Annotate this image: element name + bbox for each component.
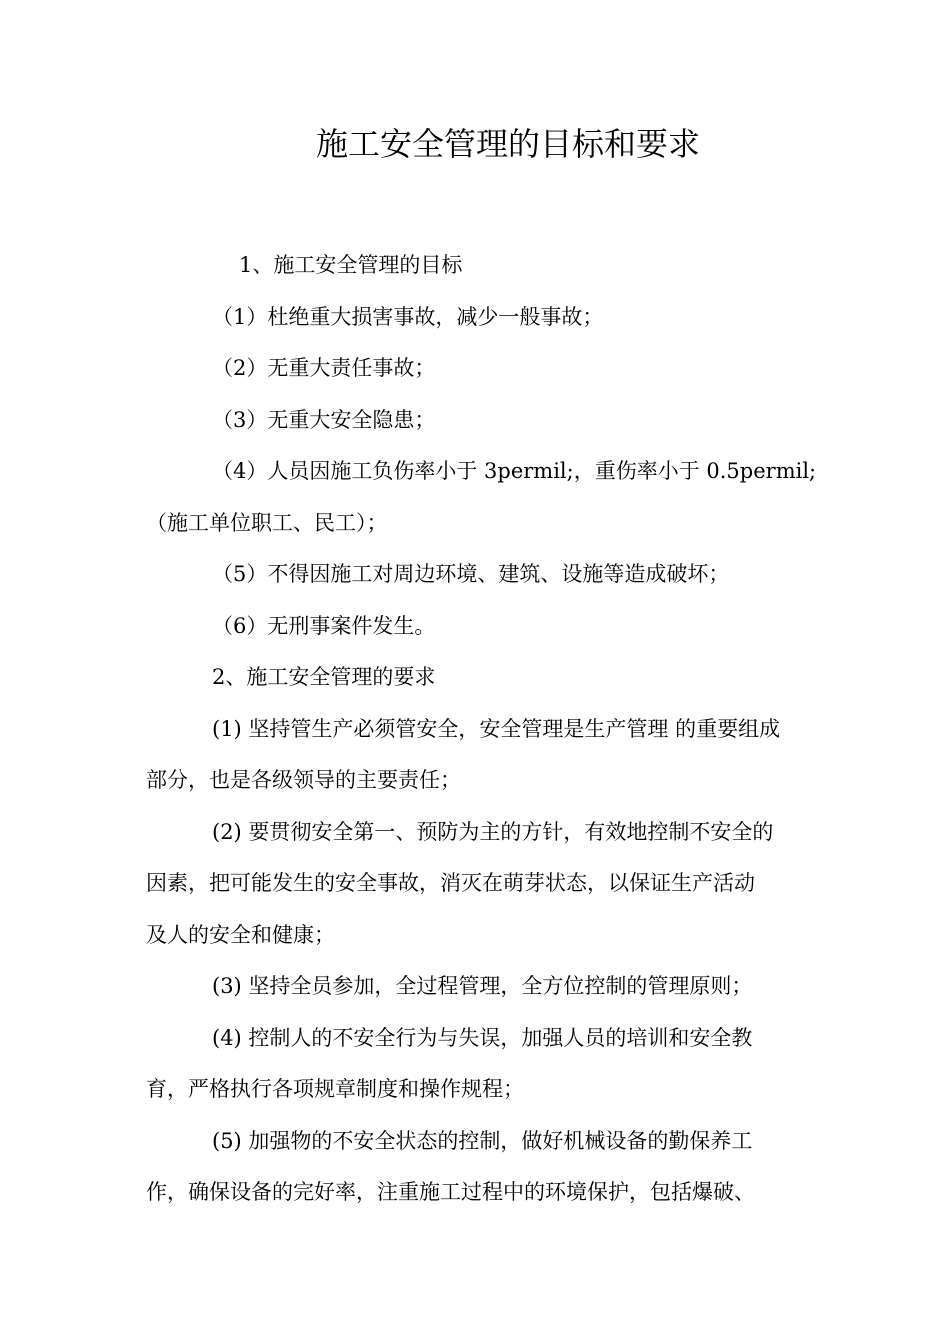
requirement-2: (2) 要贯彻安全第一、预防为主的方针，有效地控制不安全的 — [212, 819, 774, 844]
goal-item-6: （6）无刑事案件发生。 — [212, 613, 436, 638]
goal-item-4: （4）人员因施工负伤率小于 3permil;，重伤率小于 0.5permil; — [212, 459, 817, 483]
requirement-5: (5) 加强物的不安全状态的控制，做好机械设备的勤保养工 — [212, 1128, 753, 1153]
requirement-1-continuation: 部分，也是各级领导的主要责任； — [146, 768, 461, 792]
requirement-1: (1) 坚持管生产必须管安全，安全管理是生产管理 的重要组成 — [212, 716, 781, 741]
requirement-4: (4) 控制人的不安全行为与失误，加强人员的培训和安全教 — [212, 1025, 753, 1050]
goal-item-4-continuation: （施工单位职工、民工）； — [146, 510, 388, 535]
requirement-2-continuation: 及人的安全和健康； — [146, 922, 335, 947]
document-title: 施工安全管理的目标和要求 — [315, 125, 700, 163]
requirement-3: (3) 坚持全员参加，全过程管理，全方位控制的管理原则； — [212, 974, 753, 998]
goal-item-3: （3）无重大安全隐患； — [212, 407, 436, 432]
requirement-4-continuation: 育，严格执行各项规章制度和操作规程； — [146, 1077, 524, 1101]
goal-item-1: （1）杜绝重大损害事故，减少一般事故； — [212, 304, 604, 329]
document-body — [146, 240, 817, 1219]
goal-item-2: （2）无重大责任事故； — [212, 356, 436, 380]
section1-heading: 1、施工安全管理的目标 — [239, 253, 463, 277]
requirement-2-continuation: 因素，把可能发生的安全事故，消灭在萌芽状态，以保证生产活动 — [146, 871, 755, 895]
goal-item-5: （5）不得因施工对周边环境、建筑、设施等造成破坏； — [212, 562, 730, 586]
requirement-5-continuation: 作，确保设备的完好率，注重施工过程中的环境保护，包括爆破、 — [146, 1180, 755, 1204]
section2-heading: 2、施工安全管理的要求 — [212, 665, 436, 689]
